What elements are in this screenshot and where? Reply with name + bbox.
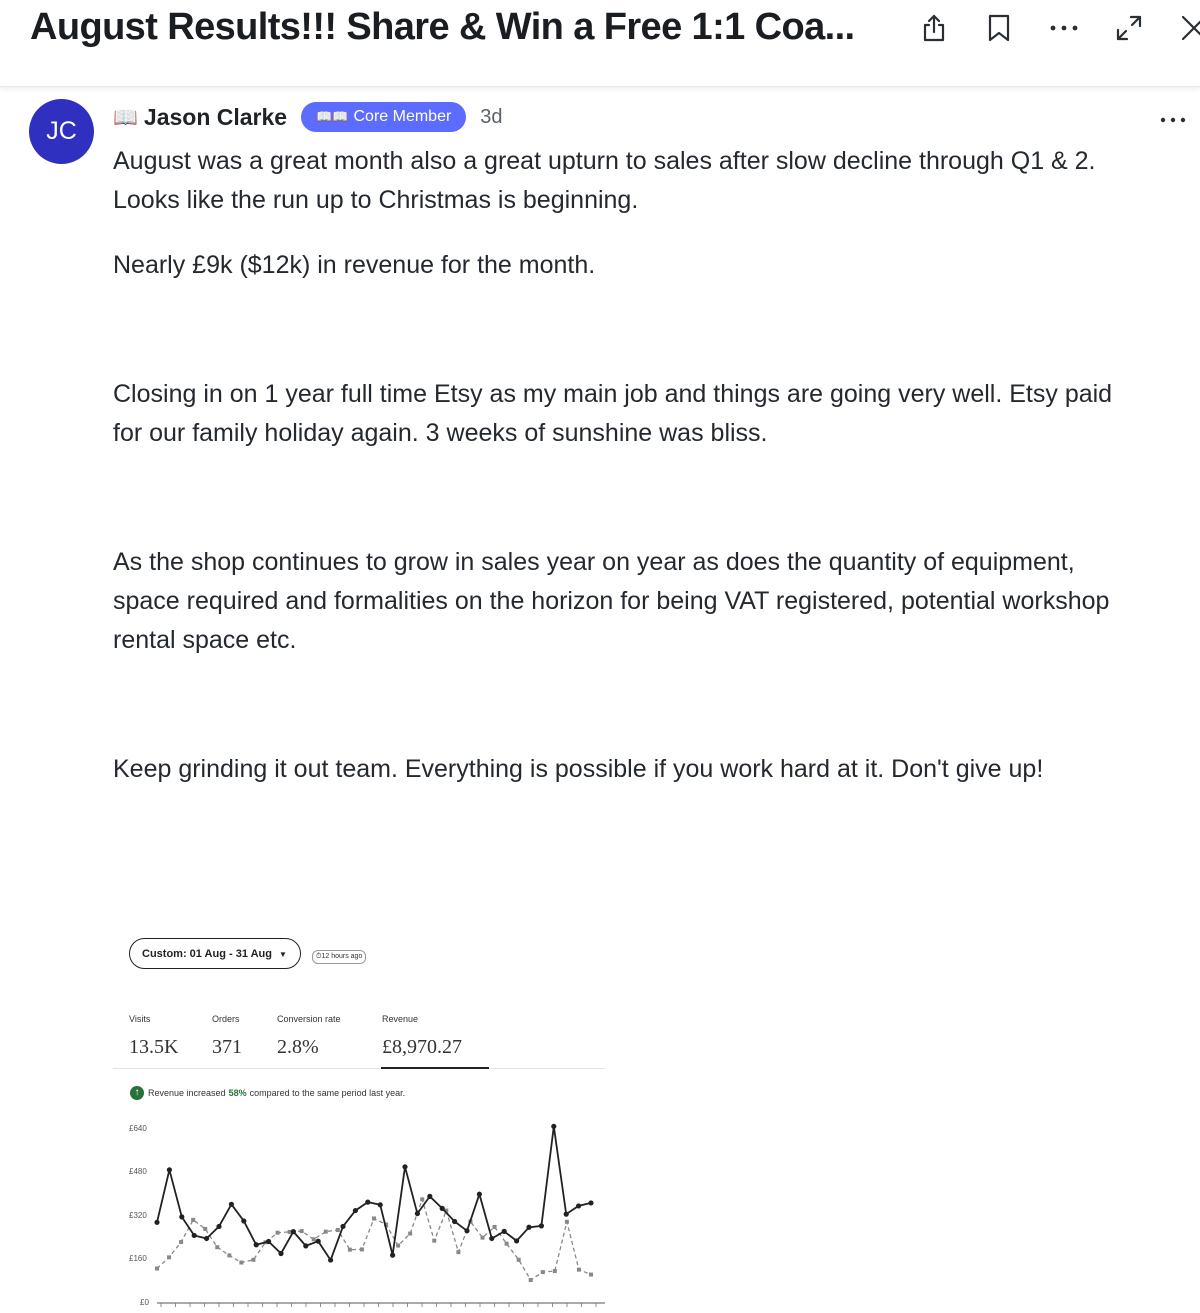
note-pct: 58% — [228, 1088, 247, 1098]
expand-icon[interactable] — [1113, 12, 1145, 44]
data-point-current — [154, 1220, 159, 1225]
data-point-current — [390, 1253, 395, 1258]
data-point-current — [179, 1214, 184, 1219]
author-emoji: 📖 — [113, 106, 138, 129]
post-header — [0, 0, 1200, 87]
data-point-previous — [251, 1258, 255, 1262]
data-point-previous — [276, 1231, 280, 1235]
data-point-current — [464, 1228, 469, 1233]
post-paragraph: Keep grinding it out team. Everything is possible if you work hard at it. Don't give up! — [113, 755, 1044, 783]
data-point-current — [241, 1218, 246, 1223]
author-row — [113, 101, 503, 133]
post-paragraph: Nearly £9k ($12k) in revenue for the month. — [113, 251, 596, 279]
clock-icon: ⏱ — [316, 953, 322, 960]
close-icon[interactable] — [1178, 12, 1200, 44]
post-paragraph: August was a great month also a great upturn to sales after slow decline through Q1 & 2. Looks like the run up to Christmas is beginning. — [113, 147, 1096, 214]
data-point-previous — [227, 1253, 231, 1257]
data-point-previous — [372, 1217, 376, 1221]
data-point-previous — [589, 1273, 593, 1277]
data-point-previous — [348, 1248, 352, 1252]
data-point-current — [192, 1233, 197, 1238]
updated-label: 12 hours ago — [321, 953, 363, 960]
data-point-current — [254, 1242, 259, 1247]
data-point-previous — [420, 1197, 424, 1201]
data-point-current — [502, 1229, 507, 1234]
data-point-current — [316, 1239, 321, 1244]
data-point-previous — [203, 1227, 207, 1231]
stat-label-conversion: Conversion rate — [277, 1014, 341, 1024]
series-line-previous — [157, 1199, 591, 1280]
data-point-current — [340, 1224, 345, 1229]
data-point-current — [526, 1225, 531, 1230]
data-point-previous — [396, 1244, 400, 1248]
data-point-current — [452, 1219, 457, 1224]
data-point-current — [291, 1229, 296, 1234]
data-point-current — [551, 1124, 556, 1129]
data-point-current — [353, 1208, 358, 1213]
data-point-current — [278, 1251, 283, 1256]
data-point-previous — [336, 1228, 340, 1232]
chevron-down-icon: ▼ — [279, 950, 287, 959]
data-point-previous — [529, 1278, 533, 1282]
data-point-previous — [179, 1240, 183, 1244]
post-paragraph: Closing in on 1 year full time Etsy as my main job and things are going very well. Etsy paid for our family holiday again. 3 weeks of sunshine was bliss. — [113, 380, 1113, 447]
y-tick-label: £480 — [129, 1167, 147, 1176]
data-point-previous — [300, 1229, 304, 1233]
data-point-current — [266, 1239, 271, 1244]
attached-image[interactable] — [113, 915, 618, 1313]
data-point-current — [415, 1211, 420, 1216]
data-point-previous — [360, 1247, 364, 1251]
avatar[interactable]: JC — [29, 99, 94, 164]
data-point-current — [588, 1200, 593, 1205]
stat-label-orders: Orders — [212, 1014, 240, 1024]
data-point-current — [229, 1202, 234, 1207]
post-title: August Results!!! Share & Win a Free 1:1 Coa... — [30, 6, 855, 48]
stat-value-conversion: 2.8% — [277, 1036, 319, 1058]
data-point-current — [477, 1192, 482, 1197]
post-paragraph: As the shop continues to grow in sales year on year as does the quantity of equipment, space required and formalities on the horizon for being VAT registered, potential workshop rental space etc. — [113, 548, 1110, 654]
data-point-previous — [432, 1239, 436, 1243]
post-time: 3d — [480, 105, 503, 128]
arrow-up-icon: ↑ — [130, 1086, 144, 1100]
data-point-current — [365, 1200, 370, 1205]
data-point-previous — [408, 1232, 412, 1236]
data-point-current — [402, 1164, 407, 1169]
stat-value-revenue: £8,970.27 — [382, 1036, 462, 1058]
bookmark-icon[interactable] — [983, 12, 1015, 44]
badge-emoji: 📖📖 — [316, 109, 349, 124]
data-point-previous — [481, 1236, 485, 1240]
data-point-previous — [324, 1230, 328, 1234]
data-point-previous — [577, 1268, 581, 1272]
series-line-current — [157, 1126, 591, 1260]
data-point-previous — [155, 1267, 159, 1271]
revenue-chart — [113, 915, 618, 1313]
data-point-previous — [215, 1245, 219, 1249]
data-point-previous — [565, 1220, 569, 1224]
post-more-icon[interactable] — [1160, 112, 1186, 122]
badge-label: Core Member — [353, 108, 452, 125]
data-point-current — [564, 1212, 569, 1217]
y-tick-label: £160 — [129, 1254, 147, 1263]
y-tick-label: £320 — [129, 1211, 147, 1220]
y-tick-label: £640 — [129, 1124, 147, 1133]
data-point-current — [440, 1206, 445, 1211]
stat-value-orders: 371 — [212, 1036, 242, 1058]
more-icon[interactable] — [1048, 12, 1080, 44]
data-point-previous — [553, 1269, 557, 1273]
data-point-previous — [541, 1270, 545, 1274]
stat-value-visits: 13.5K — [129, 1036, 179, 1058]
data-point-previous — [167, 1255, 171, 1259]
data-point-current — [204, 1236, 209, 1241]
share-icon[interactable] — [918, 12, 950, 44]
data-point-previous — [239, 1261, 243, 1265]
data-point-current — [378, 1202, 383, 1207]
data-point-current — [303, 1243, 308, 1248]
note-before: Revenue increased — [148, 1088, 226, 1098]
data-point-current — [427, 1194, 432, 1199]
stat-label-revenue: Revenue — [382, 1014, 419, 1024]
data-point-previous — [312, 1237, 316, 1241]
member-badge — [301, 102, 466, 132]
author-name[interactable]: Jason Clarke — [143, 103, 288, 130]
data-point-current — [328, 1257, 333, 1262]
stat-label-visits: Visits — [129, 1014, 151, 1024]
data-point-current — [539, 1223, 544, 1228]
date-range-label: Custom: 01 Aug - 31 Aug — [142, 948, 272, 960]
y-tick-label: £0 — [140, 1298, 149, 1307]
data-point-current — [576, 1203, 581, 1208]
data-point-current — [167, 1167, 172, 1172]
data-point-previous — [505, 1242, 509, 1246]
data-point-previous — [493, 1225, 497, 1229]
data-point-current — [489, 1236, 494, 1241]
data-point-current — [216, 1224, 221, 1229]
data-point-previous — [517, 1258, 521, 1262]
data-point-previous — [456, 1250, 460, 1254]
note-after: compared to the same period last year. — [249, 1088, 406, 1098]
data-point-current — [514, 1238, 519, 1243]
data-point-previous — [191, 1218, 195, 1222]
